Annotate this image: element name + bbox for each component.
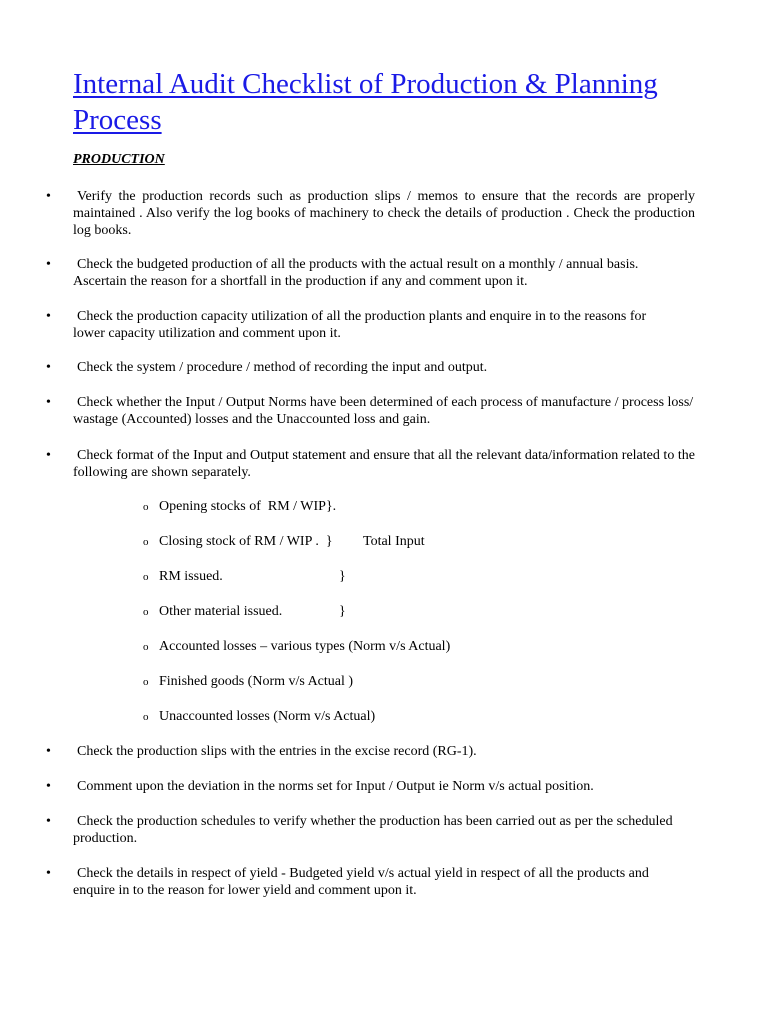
bullet-icon: • [46,779,51,794]
list-item-text: Check the production schedules to verify whether the production has been carried out as per the scheduled production. [73,814,673,846]
sub-list-item-text: Unaccounted losses (Norm v/s Actual) [159,709,376,724]
list-item-text: Check format of the Input and Output statement and ensure that all the relevant data/information related to the following are shown separately. [73,448,695,480]
bullet-icon: • [46,866,51,881]
page-title: Internal Audit Checklist of Production & Planning Process [73,68,658,136]
bullet-icon: • [46,395,51,410]
list-item-text: Check the details in respect of yield - Budgeted yield v/s actual yield in respect of all the products and enquire in to the reason for lower yield and comment upon it. [73,866,649,898]
list-item-text: Check the budgeted production of all the products with the actual result on a monthly / annual basis. Ascertain the reason for a shortfall in the production if any and comment upon it. [73,257,639,289]
circle-bullet-icon: o [143,571,149,583]
brace-mark: } [339,569,346,584]
bullet-icon: • [46,257,51,272]
circle-bullet-icon: o [143,641,149,653]
circle-bullet-icon: o [143,676,149,688]
list-item-text: Verify the production records such as production slips / memos to ensure that the records are properly maintained . Also verify the log books of machinery to check the details of production . Check the production log books. [73,189,695,238]
bullet-icon: • [46,189,51,204]
bullet-icon: • [46,814,51,829]
bullet-icon: • [46,360,51,375]
sub-list-item-text: Finished goods (Norm v/s Actual ) [159,674,354,689]
sub-list-item-text: RM issued. [159,569,223,584]
sub-list-item-text: Closing stock of RM / WIP . } [159,534,333,549]
sub-list-item-text: Other material issued. [159,604,283,619]
bullet-icon: • [46,448,51,463]
circle-bullet-icon: o [143,501,149,513]
list-item-text: Check the production slips with the entries in the excise record (RG-1). [77,744,477,759]
list-item-text: Check whether the Input / Output Norms have been determined of each process of manufacture / process loss/ wastage (Accounted) losses and the Unaccounted loss and gain. [73,395,694,427]
circle-bullet-icon: o [143,536,149,548]
circle-bullet-icon: o [143,711,149,723]
brace-mark: } [339,604,346,619]
circle-bullet-icon: o [143,606,149,618]
section-heading-production: PRODUCTION [73,152,165,167]
sub-list-item-text: Opening stocks of RM / WIP}. [159,499,337,514]
list-item-text: Check the production capacity utilization of all the production plants and enquire in to the reasons for lower capacity utilization and comment upon it. [73,309,647,341]
total-input-label: Total Input [363,534,425,549]
sub-list-item-text: Accounted losses – various types (Norm v/s Actual) [159,639,451,654]
list-item-text: Comment upon the deviation in the norms set for Input / Output ie Norm v/s actual position. [77,779,594,794]
list-item-text: Check the system / procedure / method of recording the input and output. [77,360,488,375]
bullet-icon: • [46,744,51,759]
bullet-icon: • [46,309,51,324]
